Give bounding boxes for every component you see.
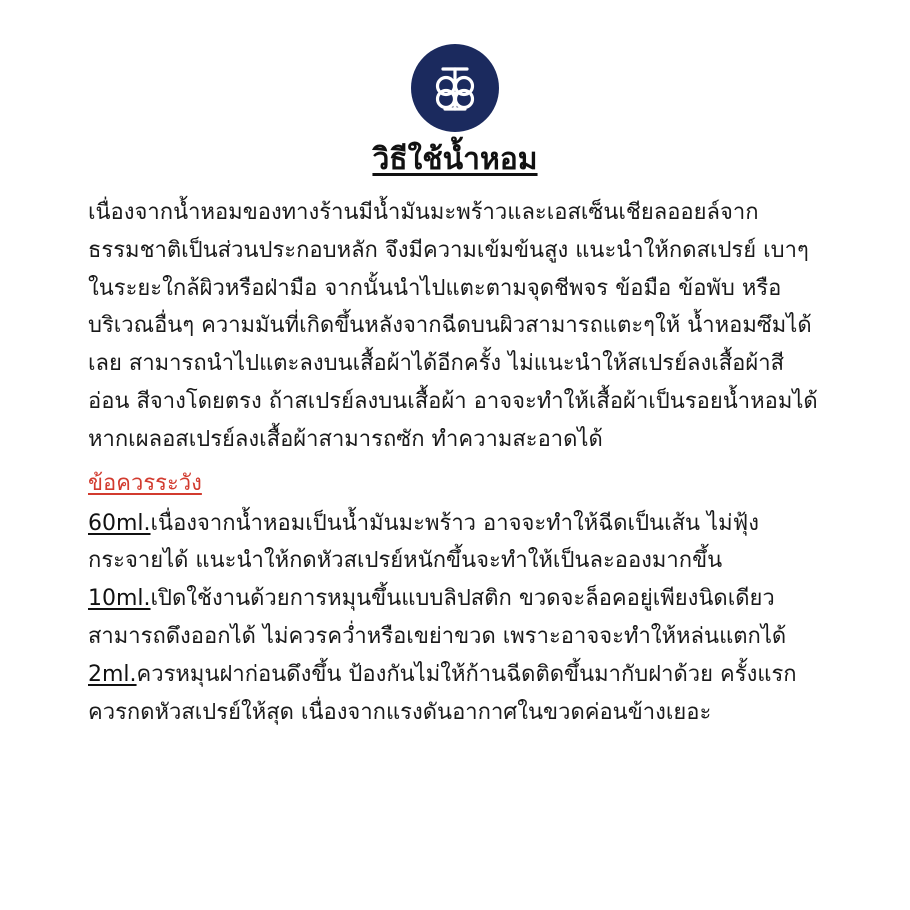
brand-monogram-icon (411, 44, 499, 132)
logo-container (88, 44, 822, 132)
note-label: 2ml. (88, 661, 137, 687)
note-label: 60ml. (88, 510, 151, 536)
page-title: วิธีใช้น้ำหอม (372, 142, 538, 177)
note-text: ควรหมุนฝาก่อนดึงขึ้น ป้องกันไม่ให้ก้านฉีดติดขึ้นมากับฝาด้วย ครั้งแรกควรกดหัวสเปรย์ให้สุด เนื่องจากแรงดันอากาศในขวดค่อนข้างเยอะ (88, 661, 797, 725)
note-label: 10ml. (88, 586, 151, 612)
note-text: เนื่องจากน้ำหอมเป็นน้ำมันมะพร้าว อาจจะทำให้ฉีดเป็นเส้น ไม่ฟุ้งกระจายได้ แนะนำให้กดหัวสเปรย์หนักขึ้นจะทำให้เป็นละอองมากขึ้น (88, 510, 759, 574)
note-item (88, 505, 822, 581)
warning-heading: ข้อควรระวัง (88, 470, 202, 496)
intro-paragraph-block (88, 194, 822, 459)
note-item (88, 656, 822, 732)
intro-paragraph: เนื่องจากน้ำหอมของทางร้านมีน้ำมันมะพร้าวและเอสเซ็นเชียลออยล์จาก ธรรมชาติเป็นส่วนประกอบหลัก จึงมีความเข้มข้นสูง แนะนำให้กดสเปรย์ เบาๆในระยะใกล้ผิวหรือฝ่ามือ จากนั้นนำไปแตะตามจุดชีพจร ข้อมือ ข้อพับ หรือบริเวณอื่นๆ ความมันที่เกิดขึ้นหลังจากฉีดบนผิวสามารถแตะๆให้ น้ำหอมซึมได้เลย สามารถนำไปแตะลงบนเสื้อผ้าได้อีกครั้ง ไม่แนะนำให้สเปรย์ลงเสื้อผ้าสีอ่อน สีจางโดยตรง ถ้าสเปรย์ลงบนเสื้อผ้า อาจจะทำให้เสื้อผ้าเป็นรอยน้ำหอมได้ หากเผลอสเปรย์ลงเสื้อผ้าสามารถซัก ทำความสะอาดได้ (88, 200, 818, 452)
note-item (88, 580, 822, 656)
note-text: เปิดใช้งานด้วยการหมุนขึ้นแบบลิปสติก ขวดจะล็อคอยู่เพียงนิดเดียว สามารถดึงออกได้ ไม่ควรคว่ำหรือเขย่าขวด เพราะอาจจะทำให้หล่นแตกได้ (88, 586, 787, 650)
